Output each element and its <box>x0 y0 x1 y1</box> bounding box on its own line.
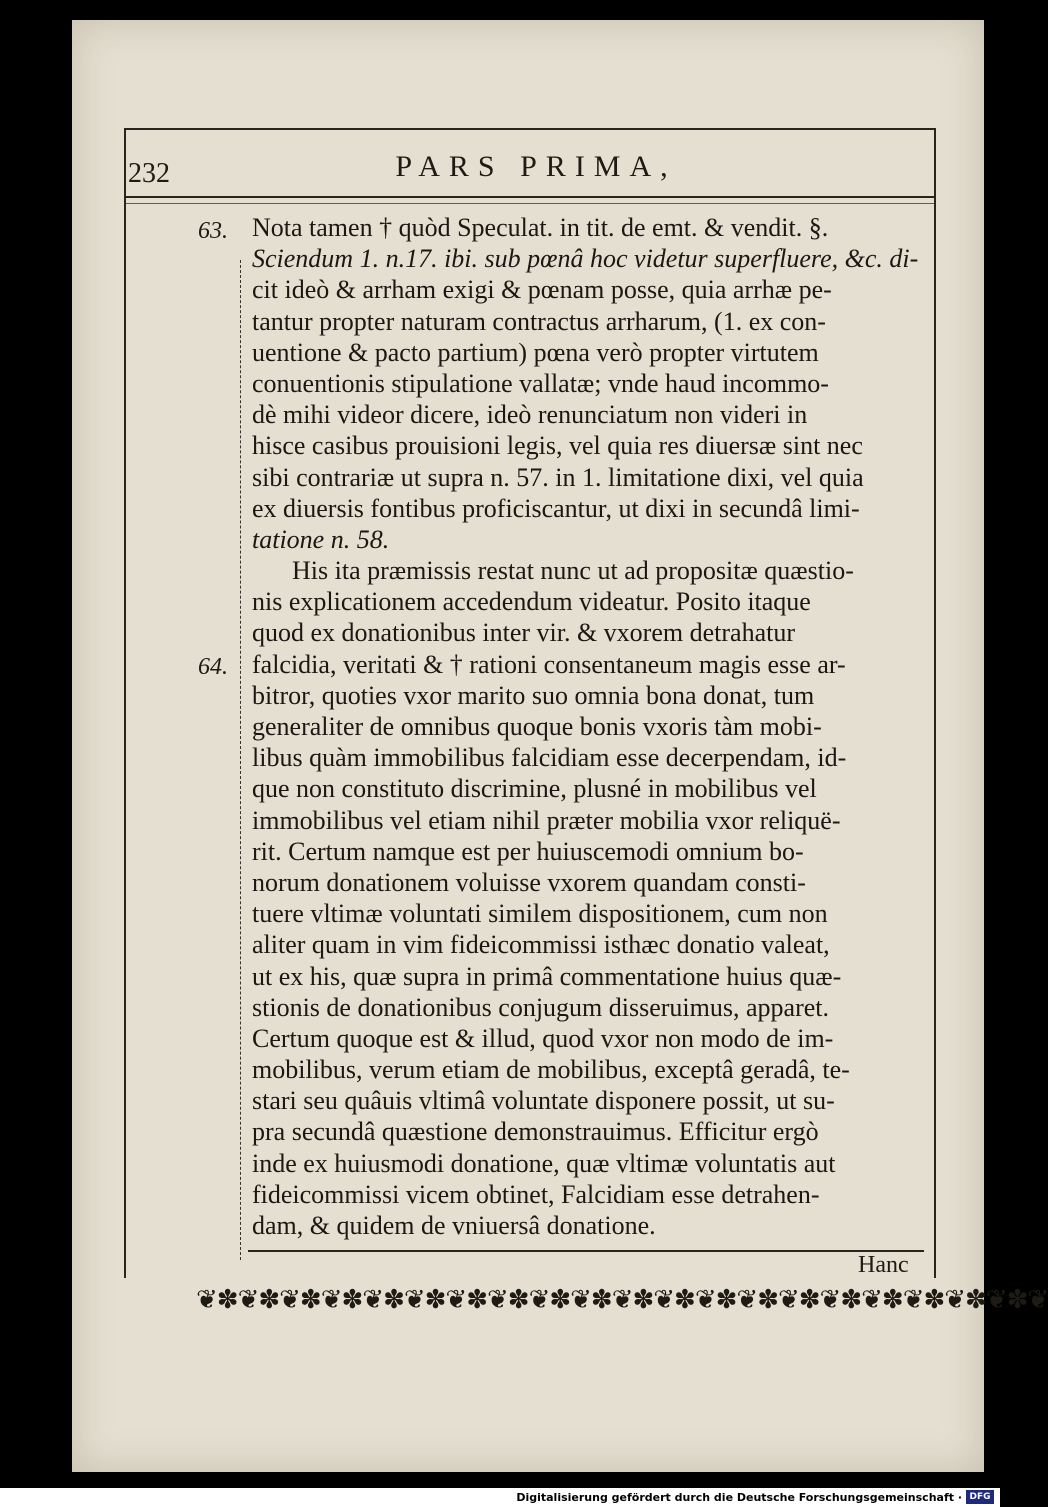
catchword: Hanc <box>858 1252 909 1278</box>
text-line: hisce casibus prouisioni legis, vel quia res diuersæ sint nec <box>252 431 863 461</box>
text-line: conuentionis stipulatione vallatæ; vnde haud incommo- <box>252 368 829 398</box>
page-number: 232 <box>128 158 170 189</box>
dfg-logo: DFG <box>966 1490 994 1504</box>
text-line: aliter quam in vim fideicommissi isthæc donatio valeat, <box>252 930 830 960</box>
text-line: fideicommissi vicem obtinet, Falcidiam esse detrahen- <box>252 1179 820 1209</box>
footer-credit: Digitalisierung gefördert durch die Deutsche Forschungsgemeinschaft · <box>516 1491 962 1504</box>
text-line: ut ex his, quæ supra in primâ commentatione huius quæ- <box>252 961 842 991</box>
bottom-rule <box>248 1250 924 1252</box>
text-line: tatione n. 58. <box>252 524 390 554</box>
ornament-border: ❦✽❦✽❦✽❦✽❦✽❦✽❦✽❦✽❦✽❦✽❦✽❦✽❦✽❦✽❦✽❦✽❦✽❦✽❦✽❦✽❦ <box>196 1285 1048 1315</box>
body-text <box>252 212 932 1241</box>
text-line: Nota tamen † quòd Speculat. in tit. de emt. & vendit. §. <box>252 213 829 242</box>
text-line: pra secundâ quæstione demonstrauimus. Efficitur ergò <box>252 1117 819 1147</box>
text-line: cit ideò & arrham exigi & pœnam posse, quia arrhæ pe- <box>252 275 832 305</box>
text-line: falcidia, veritati & † rationi consentaneum magis esse ar- <box>252 649 846 679</box>
text-line: bitror, quoties vxor marito suo omnia bona donat, tum <box>252 680 815 710</box>
text-line: tantur propter naturam contractus arrharum, (1. ex con- <box>252 306 826 336</box>
margin-number-63: 63. <box>198 218 228 244</box>
running-head: PARS PRIMA, <box>395 150 677 183</box>
text-line: inde ex huiusmodi donatione, quæ vltimæ voluntatis aut <box>252 1148 836 1178</box>
text-line: que non constituto discrimine, plusné in mobilibus vel <box>252 774 817 804</box>
text-line: nis explicationem accedendum videatur. Posito itaque <box>252 587 811 617</box>
header-rule <box>124 196 934 198</box>
text-line: rit. Certum namque est per huiuscemodi omnium bo- <box>252 836 804 866</box>
text-line: uentione & pacto partium) pœna verò propter virtutem <box>252 337 819 367</box>
text-line: mobilibus, verum etiam de mobilibus, exceptâ geradâ, te- <box>252 1055 850 1085</box>
text-line: dam, & quidem de vniuersâ donatione. <box>252 1211 656 1240</box>
margin-column-rule <box>240 260 242 1260</box>
text-line: dè mihi videor dicere, ideò renunciatum non videri in <box>252 400 808 430</box>
text-line: stionis de donationibus conjugum disseruimus, apparet. <box>252 992 829 1022</box>
text-line: quod ex donationibus inter vir. & vxorem detrahatur <box>252 618 795 648</box>
text-line: norum donationem voluisse vxorem quandam consti- <box>252 867 806 897</box>
text-line: ex diuersis fontibus proficiscantur, ut dixi in secundâ limi- <box>252 493 860 523</box>
text-line: generaliter de omnibus quoque bonis vxoris tàm mobi- <box>252 712 822 741</box>
text-line: libus quàm immobilibus falcidiam esse decerpendam, id- <box>252 743 847 773</box>
header-rule-secondary <box>124 203 934 204</box>
text-line: immobilibus vel etiam nihil præter mobilia vxor reliquë- <box>252 805 841 835</box>
frame-top-rule <box>124 128 934 130</box>
text-line: Sciendum 1. n.17. ibi. sub pœnâ hoc videtur superfluere, &c. di- <box>252 244 919 274</box>
margin-number-64: 64. <box>198 654 228 680</box>
text-line: His ita præmissis restat nunc ut ad propositæ quæstio- <box>292 556 854 586</box>
text-line: Certum quoque est & illud, quod vxor non modo de im- <box>252 1023 834 1053</box>
text-line: sibi contrariæ ut supra n. 57. in 1. limitatione dixi, vel quia <box>252 462 864 492</box>
text-line: stari seu quâuis vltimâ voluntate disponere possit, ut su- <box>252 1086 835 1116</box>
text-line: tuere vltimæ voluntati similem dispositionem, cum non <box>252 899 828 929</box>
